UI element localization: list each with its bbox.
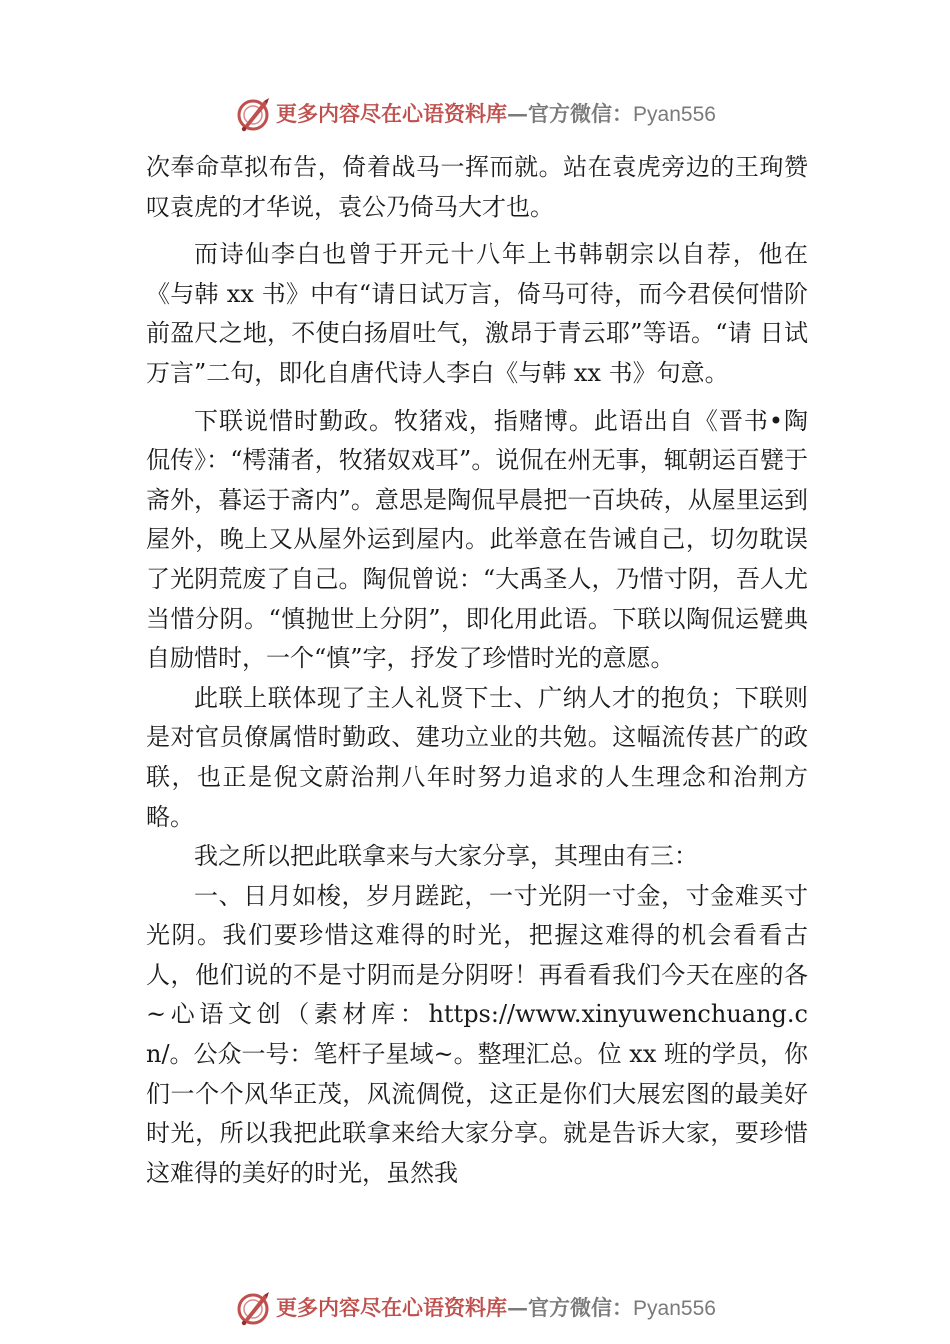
header-watermark-banner: [0, 92, 950, 136]
banner-wechat-id: Pyan556: [633, 1297, 716, 1320]
banner-wechat-label: 官方微信：: [528, 101, 634, 126]
quill-pen-seal-icon: [234, 95, 272, 133]
banner-wechat-label: 官方微信：: [528, 1295, 634, 1320]
banner-site-name: 更多内容尽在心语资料库: [276, 1295, 508, 1320]
paragraph-continuation: 次奉命草拟布告，倚着战马一挥而就。站在袁虎旁边的王珣赞叹袁虎的才华说，袁公乃倚马大才也。: [146, 153, 808, 221]
document-body: [146, 148, 808, 1193]
paragraph-reason-one: 一、日月如梭，岁月蹉跎，一寸光阴一寸金，寸金难买寸光阴。我们要珍惜这难得的时光，把握这难得的机会看看古人，他们说的不是寸阴而是分阴呀！再看看我们今天在座的各~心语文创（素材库：https://www.xinyuwenchuang.cn/。公众一号：笔杆子星域~。整理汇总。位 xx 班的学员，你们一个个风华正茂，风流倜傥，这正是你们大展宏图的最美好时光，所以我把此联拿来给大家分享。就是告诉大家，要珍惜这难得的美好的时光，虽然我: [146, 881, 808, 1187]
banner-site-name: 更多内容尽在心语资料库: [276, 101, 508, 126]
banner-dash: —: [507, 101, 529, 126]
paragraph-second-couplet: 下联说惜时勤政。牧猪戏，指赌博。此语出自《晋书•陶侃传》：“樗蒲者，牧猪奴戏耳”。说侃在州无事，辄朝运百甓于斋外，暮运于斋内”。意思是陶侃早晨把一百块砖，从屋里运到屋外，晚上又从屋外运到屋内。此举意在告诫自己，切勿耽误了光阴荒废了自己。陶侃曾说：“大禹圣人，乃惜寸阴，吾人尤当惜分阴。“慎抛世上分阴”，即化用此语。下联以陶侃运甓典自励惜时，一个“慎”字，抒发了珍惜时光的意愿。: [146, 406, 808, 673]
paragraph-reasons-intro: 我之所以把此联拿来与大家分享，其理由有三：: [194, 842, 698, 871]
banner-wechat-id: Pyan556: [633, 103, 716, 126]
banner-dash: —: [507, 1295, 529, 1320]
quill-pen-seal-icon: [234, 1289, 272, 1327]
footer-watermark-banner: [0, 1286, 950, 1330]
paragraph-summary: 此联上联体现了主人礼贤下士、广纳人才的抱负；下联则是对官员僚属惜时勤政、建功立业的共勉。这幅流传甚广的政联，也正是倪文蔚治荆八年时努力追求的人生理念和治荆方略。: [146, 683, 808, 831]
paragraph-libai: 而诗仙李白也曾于开元十八年上书韩朝宗以自荐，他在《与韩 xx 书》中有“请日试万言，倚马可待，而今君侯何惜阶前盈尺之地，不使白扬眉吐气，激昂于青云耶”等语。“请 日试万言”二句，即化自唐代诗人李白《与韩 xx 书》句意。: [146, 240, 808, 387]
